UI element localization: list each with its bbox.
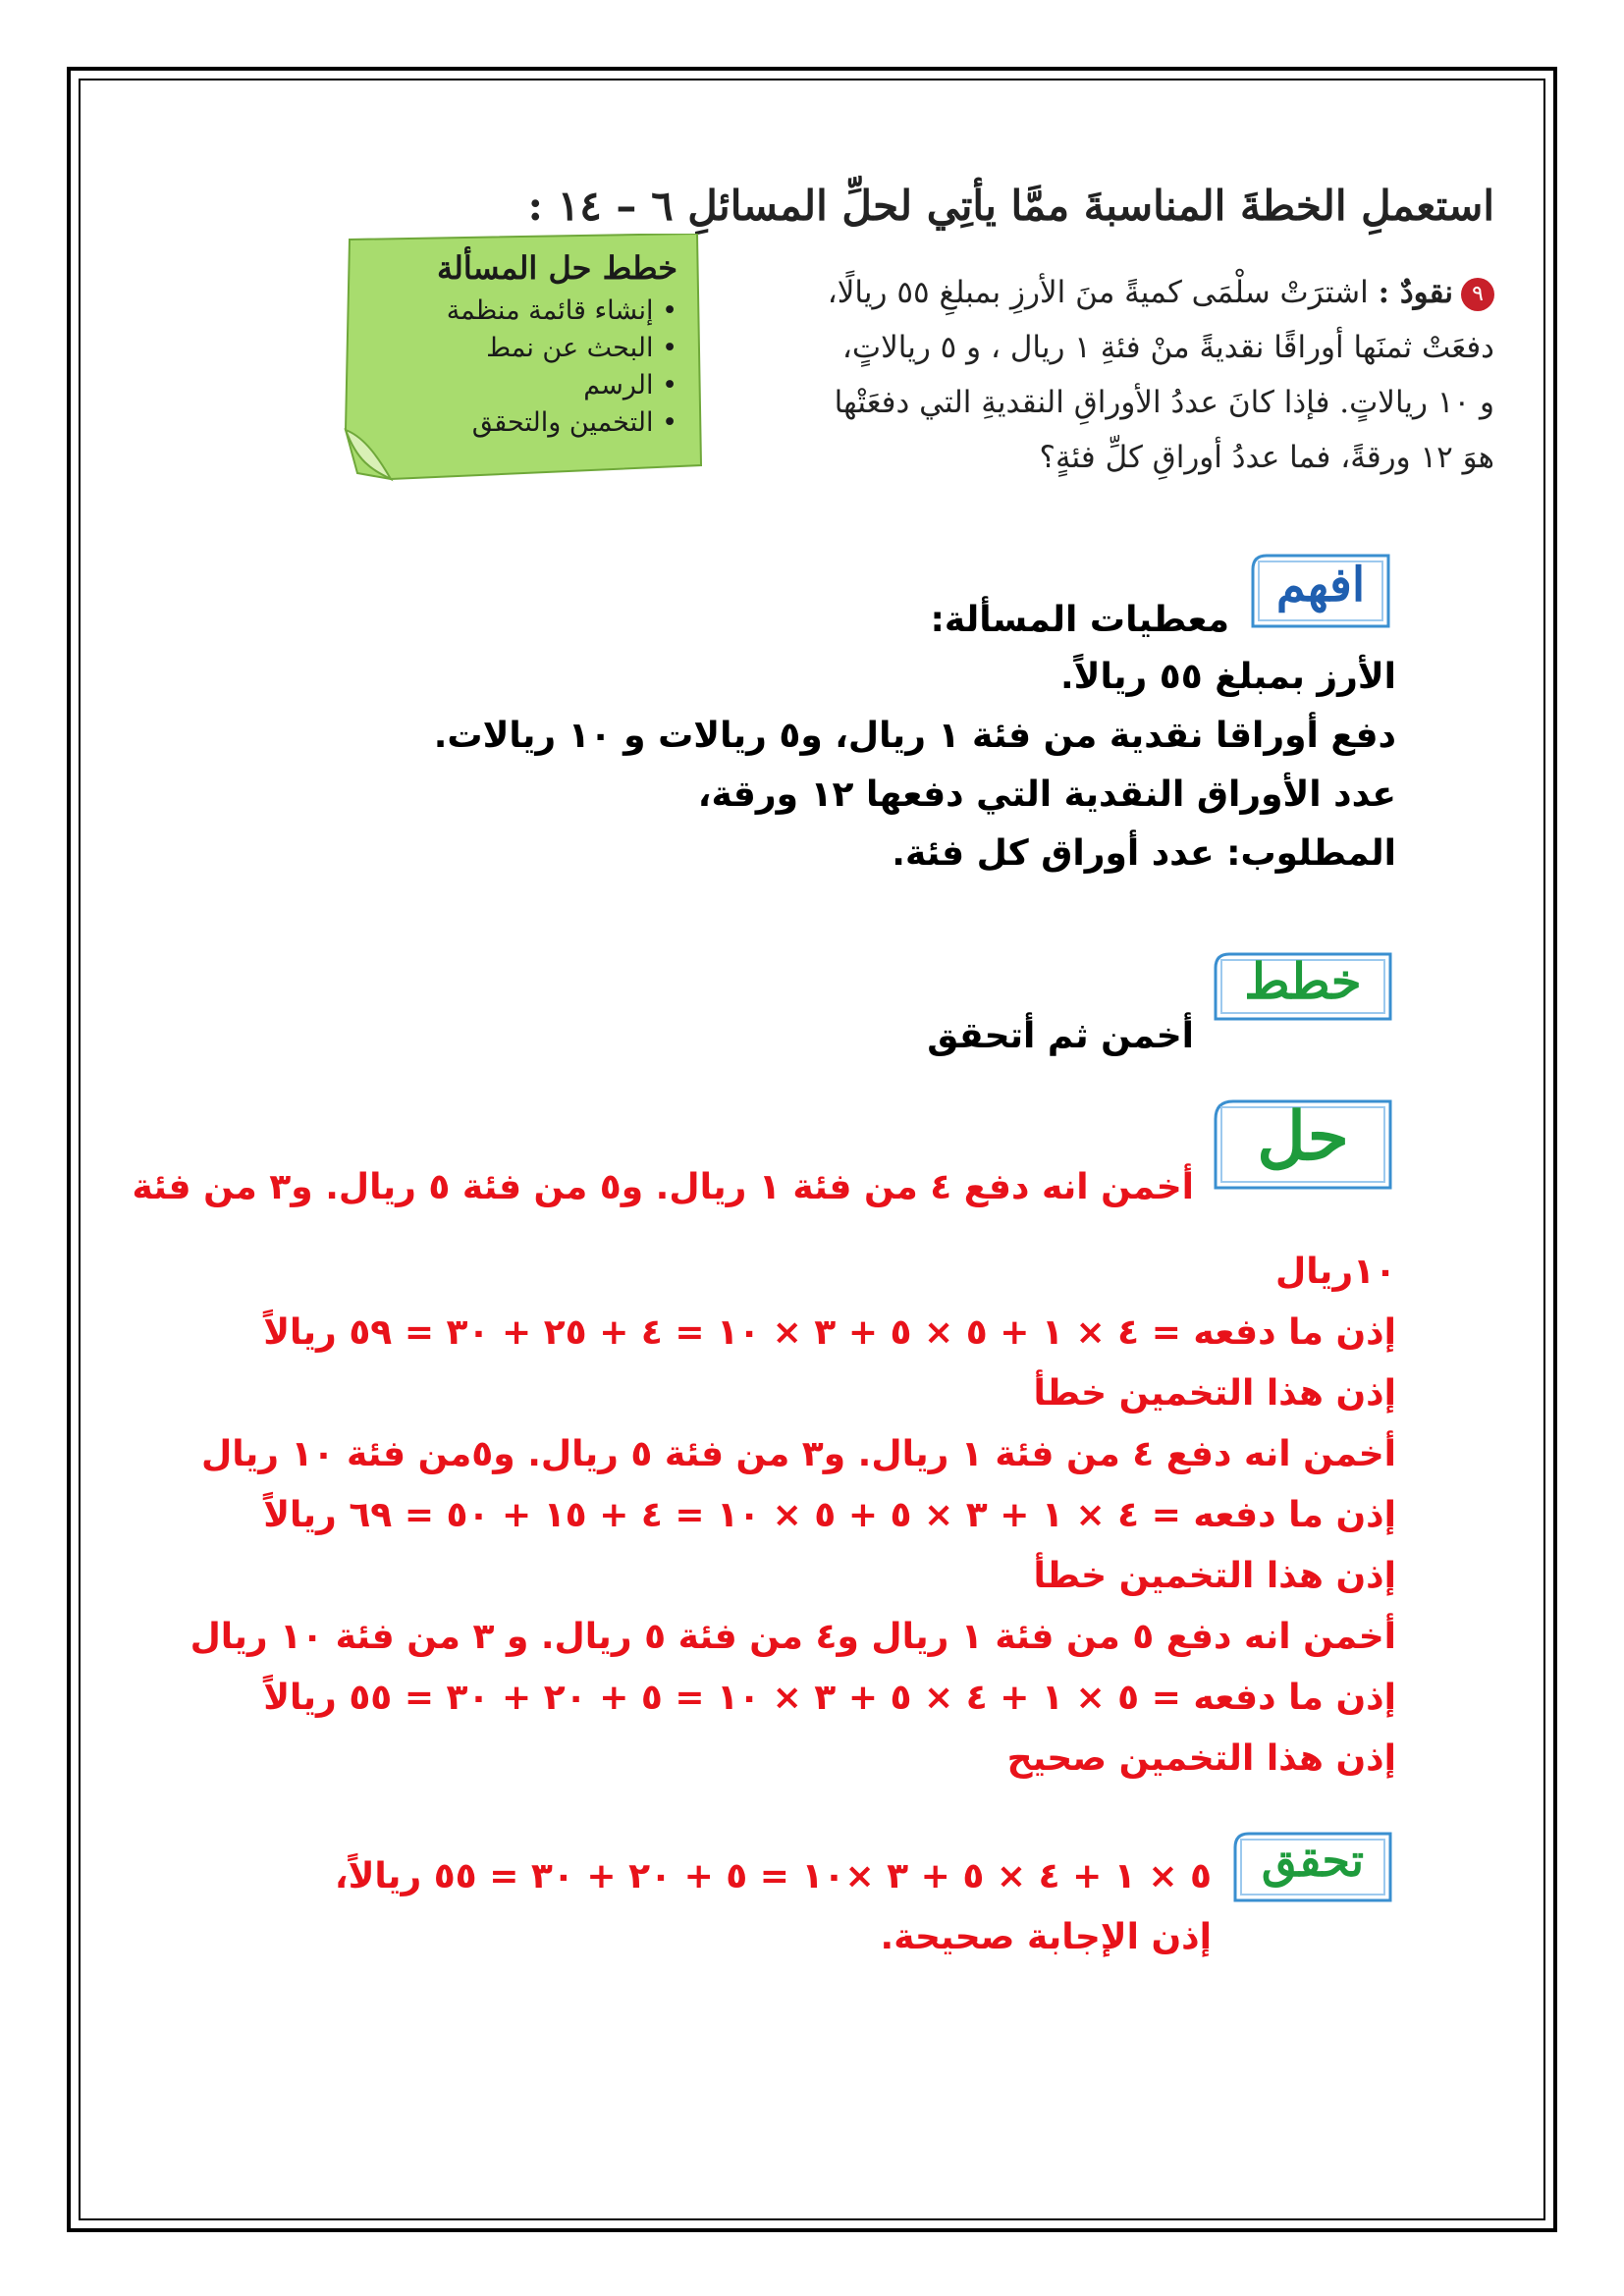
sticky-note-title: خطط حل المسألة [436, 249, 677, 287]
solution-line: أخمن انه دفع ٤ من فئة ١ ريال. و٣ من فئة ٥ ريال. و٥من فئة ١٠ ريال [200, 1434, 1396, 1474]
solution-line: إذن هذا التخمين صحيح [1006, 1738, 1396, 1779]
problem-first-line [827, 265, 1494, 320]
problem-line: و ١٠ ريالاتٍ. فإذا كانَ عددُ الأوراقِ النقديةِ التي دفعَتْها [834, 385, 1494, 420]
problem-keyword: نقودٌ : [1378, 275, 1453, 310]
plan-label: خطط [1244, 952, 1362, 1010]
understand-heading: معطيات المسألة: [930, 600, 1229, 640]
book-instruction-title: استعملِ الخطةَ المناسبةَ ممَّا يأتِي لحلِّ المسائلِ ٦ – ١٤ : [527, 182, 1494, 230]
strategy-item: • التخمين والتحقق [352, 404, 677, 442]
given-line: دفع أوراقا نقدية من فئة ١ ريال، و٥ ريالات و ١٠ ريالات. [433, 716, 1396, 756]
solve-label: حل [1257, 1097, 1349, 1176]
strategy-item: • الرسم [352, 367, 677, 404]
problem-line: هوَ ١٢ ورقةً، فما عددُ أوراقِ كلِّ فئةٍ؟ [1039, 440, 1494, 475]
problem-number-badge: ٩ [1461, 278, 1494, 311]
given-line: عدد الأوراق النقدية التي دفعها ١٢ ورقة، [697, 774, 1396, 815]
solution-line: إذن هذا التخمين خطأ [1033, 1373, 1396, 1414]
understand-label: افهم [1275, 558, 1366, 613]
required-line: المطلوب: عدد أوراق كل فئة. [892, 833, 1396, 874]
book-problem [827, 265, 1494, 485]
solve-label-box [1210, 1095, 1396, 1194]
given-line: الأرز بمبلغ ٥٥ ريالاً. [1059, 657, 1396, 697]
sticky-note-text [332, 234, 705, 484]
check-label-box [1229, 1828, 1396, 1906]
check-line: ٥ × ١ + ٤ × ٥ + ٣ ×١٠ = ٥ + ٢٠ + ٣٠ = ٥٥ ريالاً، [334, 1856, 1212, 1896]
plan-text: أخمن ثم أتحقق [927, 1016, 1194, 1056]
solution-line: إذن ما دفعه = ٤ × ١ + ٥ × ٥ + ٣ × ١٠ = ٤ + ٢٥ + ٣٠ = ٥٩ ريالاً [263, 1312, 1396, 1353]
problem-line: اشترَتْ سلْمَى كميةً منَ الأرزِ بمبلغِ ٥٥ ريالًا، [827, 275, 1369, 310]
solution-line: أخمن انه دفع ٤ من فئة ١ ريال. و٥ من فئة ٥ ريال. و٣ من فئة [132, 1167, 1194, 1207]
solution-line: إذن ما دفعه = ٤ × ١ + ٣ × ٥ + ٥ × ١٠ = ٤ + ١٥ + ٥٠ = ٦٩ ريالاً [263, 1495, 1396, 1535]
strategy-item: • إنشاء قائمة منظمة [352, 293, 677, 330]
solution-line: إذن ما دفعه = ٥ × ١ + ٤ × ٥ + ٣ × ١٠ = ٥ + ٢٠ + ٣٠ = ٥٥ ريالاً [263, 1678, 1396, 1718]
solution-line: أخمن انه دفع ٥ من فئة ١ ريال و٤ من فئة ٥ ريال. و ٣ من فئة ١٠ ريال [189, 1617, 1396, 1657]
strategy-sticky-note [332, 234, 705, 484]
strategy-list [352, 293, 677, 442]
solution-line: ١٠ريال [1275, 1252, 1396, 1292]
problem-line: دفعَتْ ثمنَها أوراقًا نقديةً منْ فئةِ ١ ريال ، و ٥ ريالاتٍ، [841, 330, 1494, 365]
solution-line: إذن هذا التخمين خطأ [1033, 1556, 1396, 1596]
understand-label-box [1247, 550, 1394, 632]
strategy-item: • البحث عن نمط [352, 330, 677, 367]
check-conclusion: إذن الإجابة صحيحة. [880, 1917, 1212, 1957]
check-label: تحقق [1261, 1834, 1365, 1887]
plan-label-box [1210, 948, 1396, 1025]
